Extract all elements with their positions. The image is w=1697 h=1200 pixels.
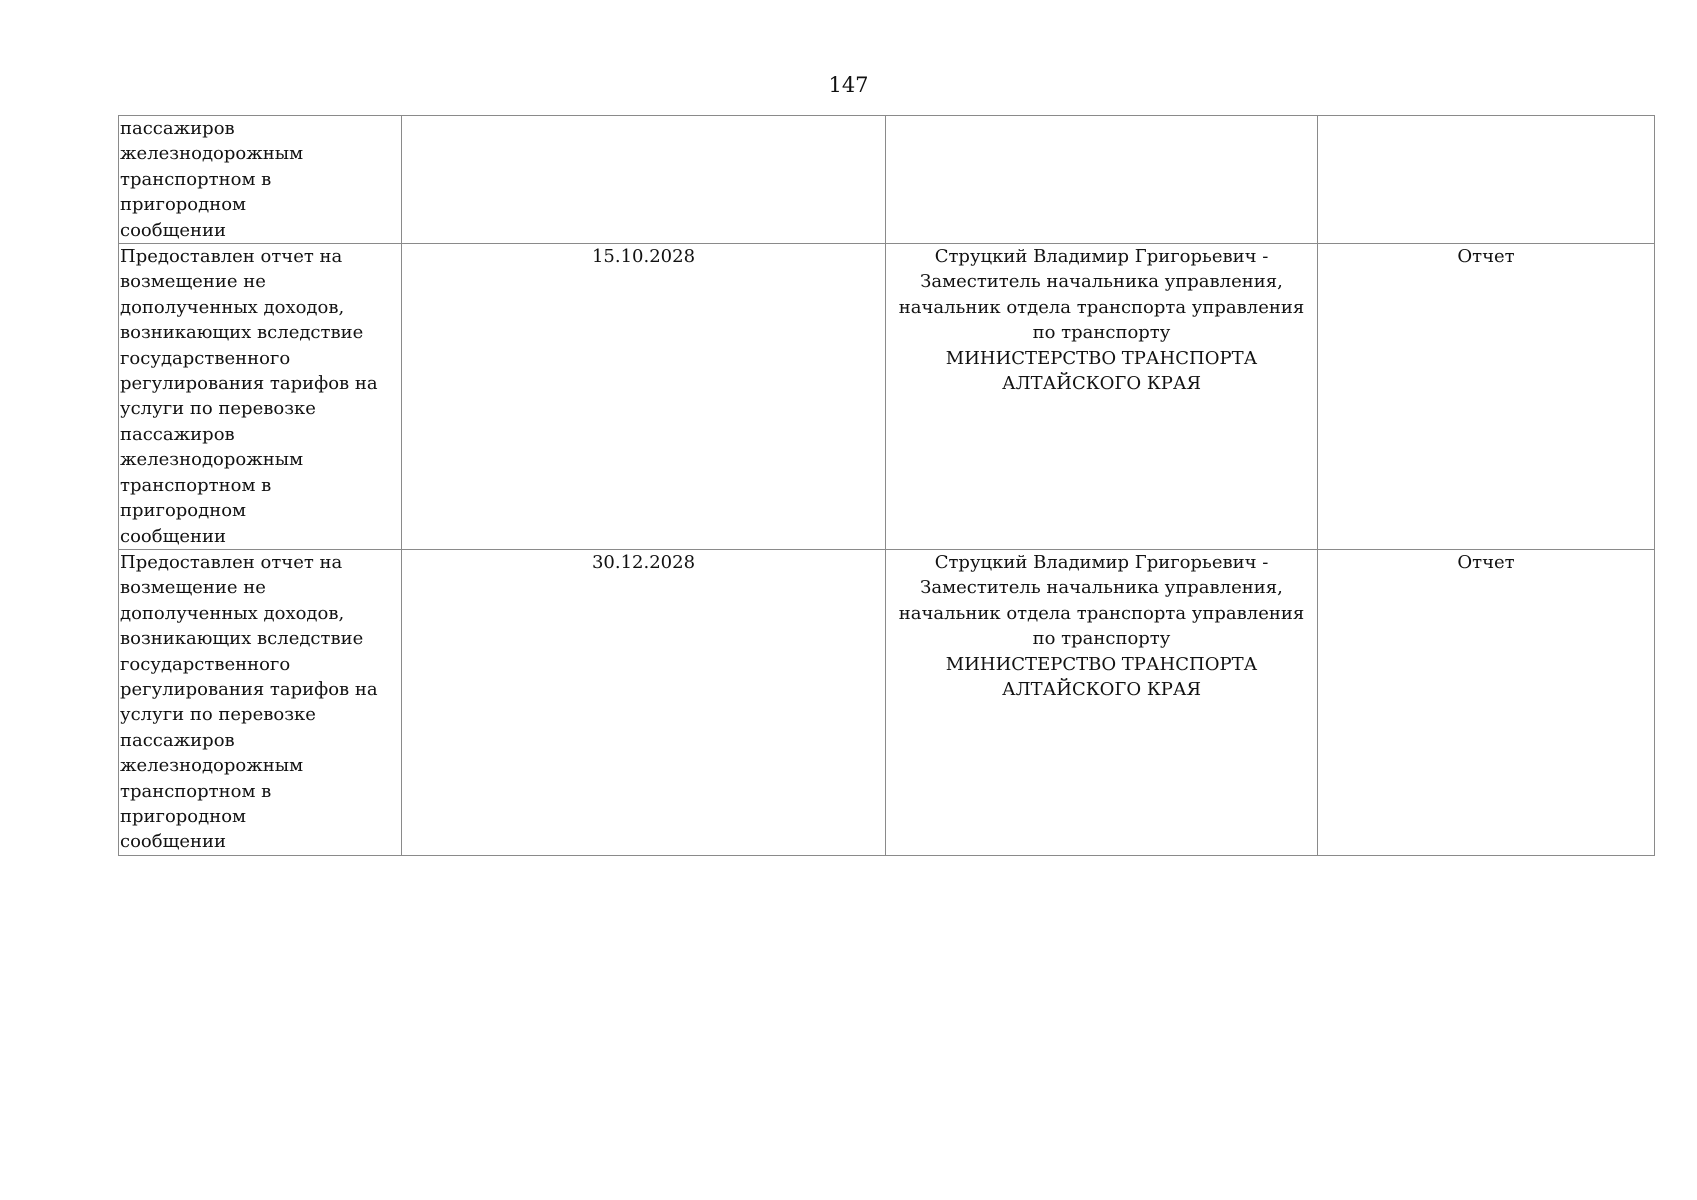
document-type: Отчет	[1457, 551, 1515, 573]
table-row	[119, 549, 1655, 855]
deadline-date: 15.10.2028	[591, 246, 696, 268]
document-type-cell	[1318, 116, 1655, 244]
deadline-cell	[402, 244, 886, 550]
responsible-cell	[886, 116, 1318, 244]
responsible-person: Струцкий Владимир Григорьевич - Заместитель начальника управления, начальник отдела транспорта управления по транспорту	[898, 246, 1305, 344]
event-description: пассажиров железнодорожным транспортном в пригородном сообщении	[120, 118, 304, 241]
document-type-cell	[1318, 549, 1655, 855]
deadline-cell	[402, 116, 886, 244]
event-description: Предоставлен отчет на возмещение не дополученных доходов, возникающих вследствие государственного регулирования тарифов на услуги по перевозке пассажиров железнодорожным транспортном в пригородном сообщении	[120, 246, 378, 547]
control-points-table	[118, 115, 1655, 856]
responsible-organization: МИНИСТЕРСТВО ТРАНСПОРТА АЛТАЙСКОГО КРАЯ	[945, 653, 1258, 700]
event-description-cell	[119, 244, 402, 550]
document-type-cell	[1318, 244, 1655, 550]
event-description-cell	[119, 549, 402, 855]
deadline-cell	[402, 549, 886, 855]
responsible-organization: МИНИСТЕРСТВО ТРАНСПОРТА АЛТАЙСКОГО КРАЯ	[945, 347, 1258, 395]
event-description-cell	[119, 116, 402, 244]
table-row	[119, 116, 1655, 244]
table-row	[119, 244, 1655, 550]
responsible-cell	[886, 244, 1318, 550]
page-number: 147	[828, 73, 869, 97]
deadline-date: 30.12.2028	[591, 551, 696, 573]
document-type: Отчет	[1457, 246, 1515, 268]
event-description: Предоставлен отчет на возмещение не дополученных доходов, возникающих вследствие государственного регулирования тарифов на услуги по перевозке пассажиров железнодорожным транспортном в пригородном сообщении	[120, 551, 378, 853]
responsible-cell	[886, 549, 1318, 855]
responsible-person: Струцкий Владимир Григорьевич - Заместитель начальника управления, начальник отдела транспорта управления по транспорту	[898, 551, 1305, 650]
